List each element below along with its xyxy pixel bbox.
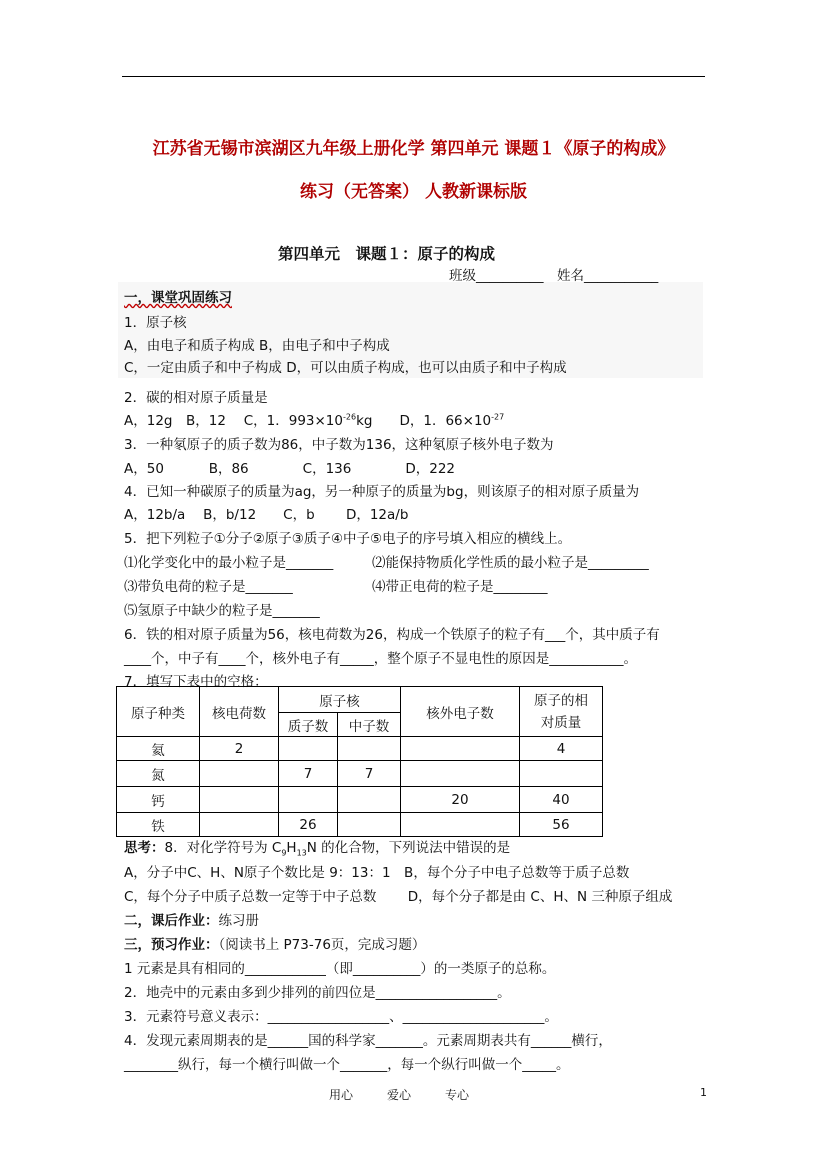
document-title-line2: 练习（无答案） 人教新课标版 <box>300 182 527 202</box>
cell-charge <box>200 813 279 837</box>
q8-subscript-2: 13 <box>296 848 307 858</box>
cell-charge <box>200 787 279 813</box>
cell-species: 钙 <box>117 787 200 813</box>
cell-electrons <box>401 737 520 761</box>
question-1-options-cd: C，一定由质子和中子构成 D，可以由质子构成，也可以由质子和中子构成 <box>124 360 567 376</box>
cell-electrons <box>401 761 520 787</box>
document-title-line1: 江苏省无锡市滨湖区九年级上册化学 第四单元 课题１《原子的构成》 <box>152 139 675 159</box>
table-row <box>117 761 603 787</box>
table-row <box>117 737 603 761</box>
cell-mass <box>520 761 603 787</box>
header-protons: 质子数 <box>279 713 338 737</box>
q8-subscript-1: 9 <box>281 848 287 858</box>
question-3-options: A，50 B，86 C，136 D，222 <box>124 461 456 477</box>
q2-exponent-1: -26 <box>343 412 357 422</box>
question-6-line2: ____个，中子有____个，核外电子有_____，整个原子不显电性的原因是___________。 <box>124 651 637 667</box>
atom-structure-table <box>116 686 603 837</box>
header-electrons: 核外电子数 <box>401 687 520 737</box>
q2-exponent-2: -27 <box>491 412 505 422</box>
q8-text-post: N 的化合物，下列说法中错误的是 <box>306 840 511 856</box>
part1-heading-text: 一，课堂巩固练习 <box>124 290 232 306</box>
cell-neutrons <box>338 737 401 761</box>
cell-electrons <box>401 813 520 837</box>
question-4-options: A，12b/a B，b/12 C，b D，12a/b <box>124 507 409 523</box>
part3-intro: （阅读书上 P73-76页，完成习题） <box>218 937 426 953</box>
header-mass-line1: 原子的相 <box>534 692 588 709</box>
question-4: 4．已知一种碳原子的质量为ag，另一种原子的质量为bg，则该原子的相对原子质量为 <box>124 484 640 500</box>
header-relative-mass <box>520 687 603 737</box>
header-neutrons: 中子数 <box>338 713 401 737</box>
part1-heading <box>124 286 232 306</box>
cell-protons: 7 <box>279 761 338 787</box>
cell-mass: 4 <box>520 737 603 761</box>
header-charge: 核电荷数 <box>200 687 279 737</box>
part2-text: 练习册 <box>218 913 259 929</box>
part3-line <box>124 933 425 953</box>
cell-protons: 26 <box>279 813 338 837</box>
question-2: 2．碳的相对原子质量是 <box>124 390 268 406</box>
q2-unit: kg <box>356 413 373 429</box>
question-5-5: ⑸氢原子中缺少的粒子是_______ <box>124 603 320 619</box>
question-5-1: ⑴化学变化中的最小粒子是_______ <box>124 555 334 571</box>
q2-option-a: A，12g B，12 C，1．993×10 <box>124 413 343 429</box>
header-rule <box>122 76 705 77</box>
cell-species: 氦 <box>117 737 200 761</box>
header-nucleus: 原子核 <box>279 687 401 713</box>
question-7: 7．填写下表中的空格： <box>124 674 268 690</box>
question-5-4: ⑷带正电荷的粒子是________ <box>372 579 548 595</box>
cell-neutrons: 7 <box>338 761 401 787</box>
think-label: 思考： <box>124 840 165 856</box>
preview-question-1: 1 元素是具有相同的____________（即__________）的一类原子的总称。 <box>124 961 556 977</box>
cell-neutrons <box>338 813 401 837</box>
question-8-options-ab: A，分子中C、H、N原子个数比是 9：13：1 B，每个分子中电子总数等于质子总数 <box>124 865 630 881</box>
page-number: 1 <box>700 1086 707 1099</box>
part3-heading: 三，预习作业： <box>124 937 219 953</box>
question-5: 5．把下列粒子①分子②原子③质子④中子⑤电子的序号填入相应的横线上。 <box>124 531 572 547</box>
cell-protons <box>279 737 338 761</box>
question-8-options-cd: C，每个分子中质子总数一定等于中子总数 D，每个分子都是由 C、H、N 三种原子组成 <box>124 889 673 905</box>
part2-line <box>124 909 259 929</box>
preview-question-4-line2: ________纵行，每一个横行叫做一个_______，每一个纵行叫做一个_____。 <box>124 1057 570 1073</box>
preview-question-3: 3．元素符号意义表示：__________________、_____________________。 <box>124 1009 558 1025</box>
footer-word-1: 用心 <box>329 1088 354 1102</box>
cell-mass: 40 <box>520 787 603 813</box>
cell-species: 铁 <box>117 813 200 837</box>
question-8 <box>124 836 510 858</box>
question-6-line1: 6．铁的相对原子质量为56，核电荷数为26，构成一个铁原子的粒子有___个，其中质子有 <box>124 627 660 643</box>
q2-option-d: D，1．66×10 <box>372 413 492 429</box>
header-mass-line2: 对质量 <box>540 714 582 731</box>
section-title: 第四单元 课题１：原子的构成 <box>278 245 496 263</box>
question-5-3: ⑶带负电荷的粒子是_______ <box>124 579 293 595</box>
preview-question-2: 2．地壳中的元素由多到少排列的前四位是__________________。 <box>124 985 511 1001</box>
cell-species: 氮 <box>117 761 200 787</box>
question-3: 3．一种氡原子的质子数为86，中子数为136，这种氡原子核外电子数为 <box>124 437 554 453</box>
question-1: 1．原子核 <box>124 315 187 331</box>
cell-protons <box>279 787 338 813</box>
table-row <box>117 813 603 837</box>
question-2-options <box>124 409 504 429</box>
class-name-line: 班级__________ 姓名___________ <box>449 268 659 284</box>
part2-heading: 二，课后作业： <box>124 913 219 929</box>
footer-word-2: 爱心 <box>387 1088 412 1102</box>
cell-neutrons <box>338 787 401 813</box>
header-species: 原子种类 <box>117 687 200 737</box>
q8-text-mid: H <box>286 840 297 856</box>
cell-charge: 2 <box>200 737 279 761</box>
cell-mass: 56 <box>520 813 603 837</box>
cell-charge <box>200 761 279 787</box>
footer-word-3: 专心 <box>445 1088 470 1102</box>
question-1-options-ab: A，由电子和质子构成 B，由电子和中子构成 <box>124 338 390 354</box>
cell-electrons: 20 <box>401 787 520 813</box>
question-5-2: ⑵能保持物质化学性质的最小粒子是_________ <box>372 555 649 571</box>
preview-question-4-line1: 4．发现元素周期表的是______国的科学家_______。元素周期表共有______横行， <box>124 1033 612 1049</box>
q8-text-pre: 8．对化学符号为 C <box>164 840 282 856</box>
table-row <box>117 787 603 813</box>
